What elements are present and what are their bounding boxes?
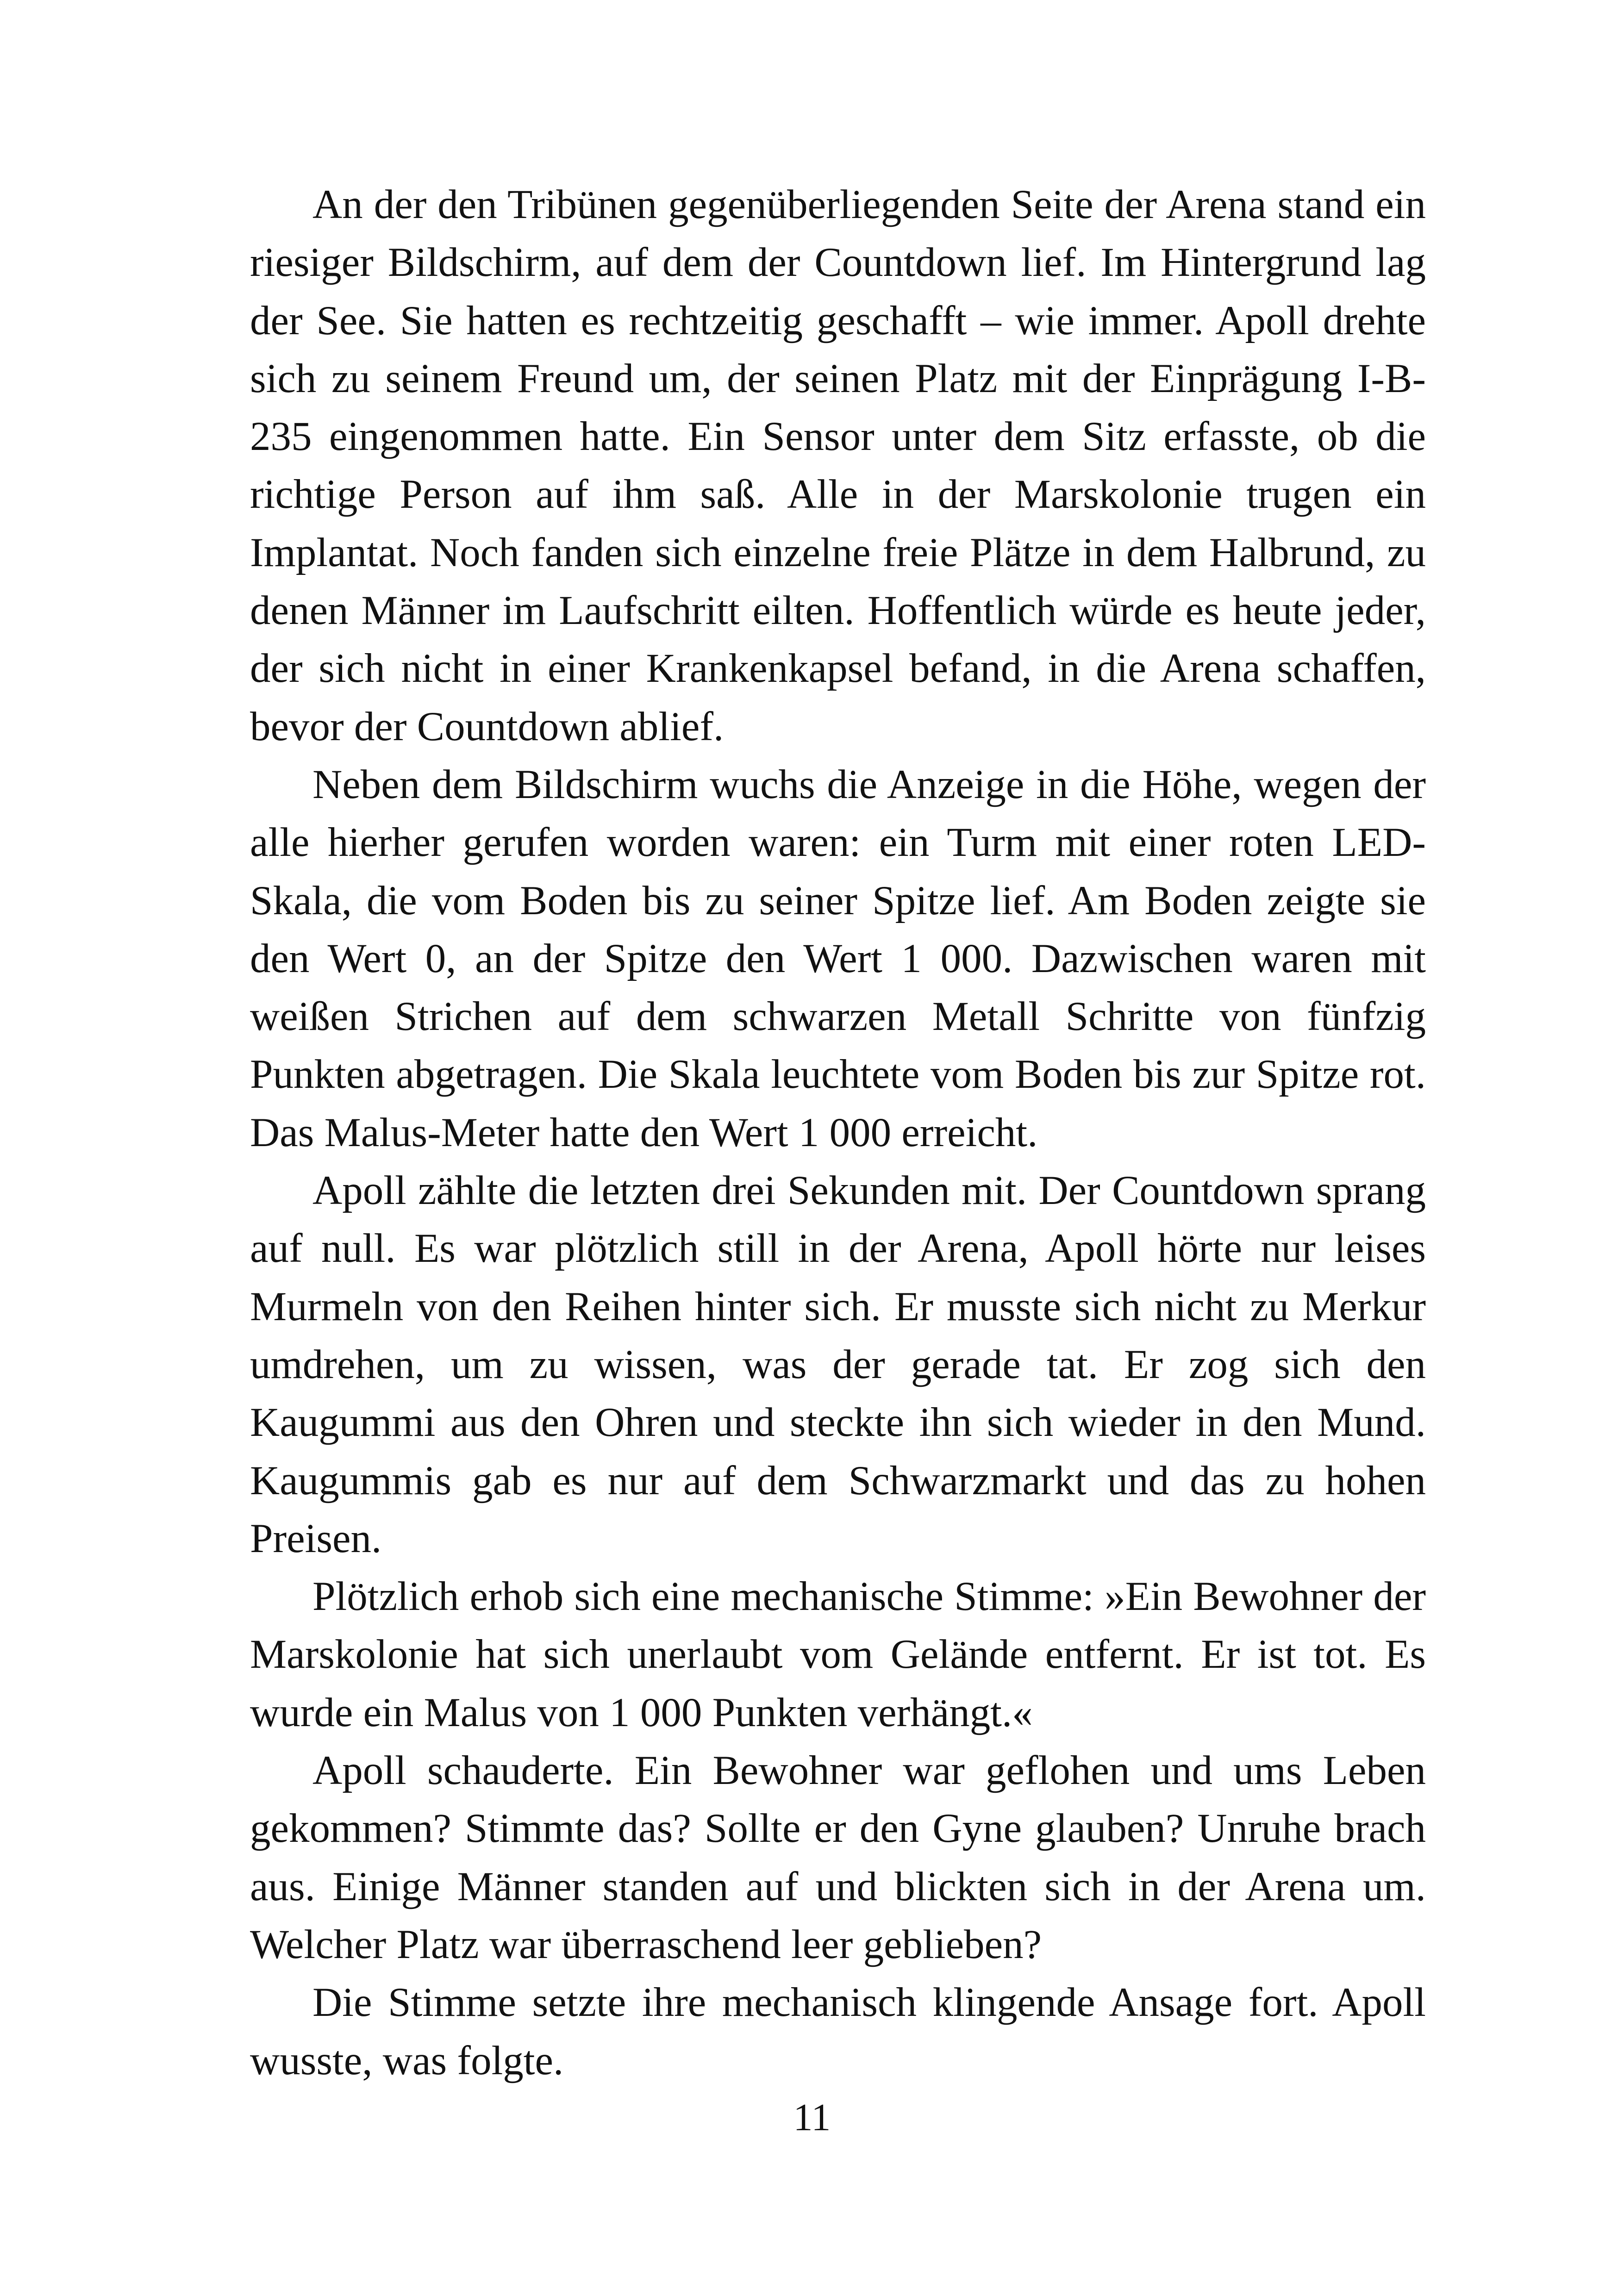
paragraph-6: Die Stimme setzte ihre mechanisch klingende Ansage fort. Apoll wusste, was folgte.: [250, 1980, 1426, 2083]
paragraph-2: Neben dem Bildschirm wuchs die Anzeige in die Höhe, wegen der alle hierher gerufen worden waren: ein Turm mit einer roten LED-Skala, die vom Boden bis zu seiner Spitze lief. Am Boden zeigte sie den Wert 0, an der Spitze den Wert 1 000. Dazwischen waren mit weißen Strichen auf dem schwarzen Metall Schritte von fünfzig Punkten abgetragen. Die Skala leuchtete vom Boden bis zur Spitze rot. Das Malus-Meter hatte den Wert 1 000 erreicht.: [250, 761, 1426, 1155]
paragraph-3: Apoll zählte die letzten drei Sekunden mit. Der Countdown sprang auf null. Es war plötzlich still in der Arena, Apoll hörte nur leises Murmeln von den Reihen hinter sich. Er musste sich nicht zu Merkur umdrehen, um zu wissen, was der gerade tat. Er zog sich den Kaugummi aus den Ohren und steckte ihn sich wieder in den Mund. Kaugummis gab es nur auf dem Schwarzmarkt und das zu hohen Preisen.: [250, 1168, 1426, 1561]
paragraph-5: Apoll schauderte. Ein Bewohner war geflohen und ums Leben gekommen? Stimmte das? Sollte er den Gyne glauben? Unruhe brach aus. Einige Männer standen auf und blickten sich in der Arena um. Welcher Platz war überraschend leer geblieben?: [250, 1748, 1426, 1967]
page-body: [250, 176, 1426, 2213]
paragraph-4: Plötzlich erhob sich eine mechanische Stimme: »Ein Bewohner der Marskolonie hat sich unerlaubt vom Gelände entfernt. Er ist tot. Es wurde ein Malus von 1 000 Punkten verhängt.«: [250, 1574, 1426, 1735]
paragraph-1: An der den Tribünen gegenüberliegenden Seite der Arena stand ein riesiger Bildschirm, auf dem der Countdown lief. Im Hintergrund lag der See. Sie hatten es rechtzeitig geschafft – wie immer. Apoll drehte sich zu seinem Freund um, der seinen Platz mit der Einprägung I-B-235 eingenommen hatte. Ein Sensor unter dem Sitz erfasste, ob die richtige Person auf ihm saß. Alle in der Marskolonie trugen ein Implantat. Noch fanden sich einzelne freie Plätze in dem Halbrund, zu denen Männer im Laufschritt eilten. Hoffentlich würde es heute jeder, der sich nicht in einer Krankenkapsel befand, in die Arena schaffen, bevor der Countdown ablief.: [250, 182, 1426, 749]
page-number: 11: [793, 2096, 831, 2139]
